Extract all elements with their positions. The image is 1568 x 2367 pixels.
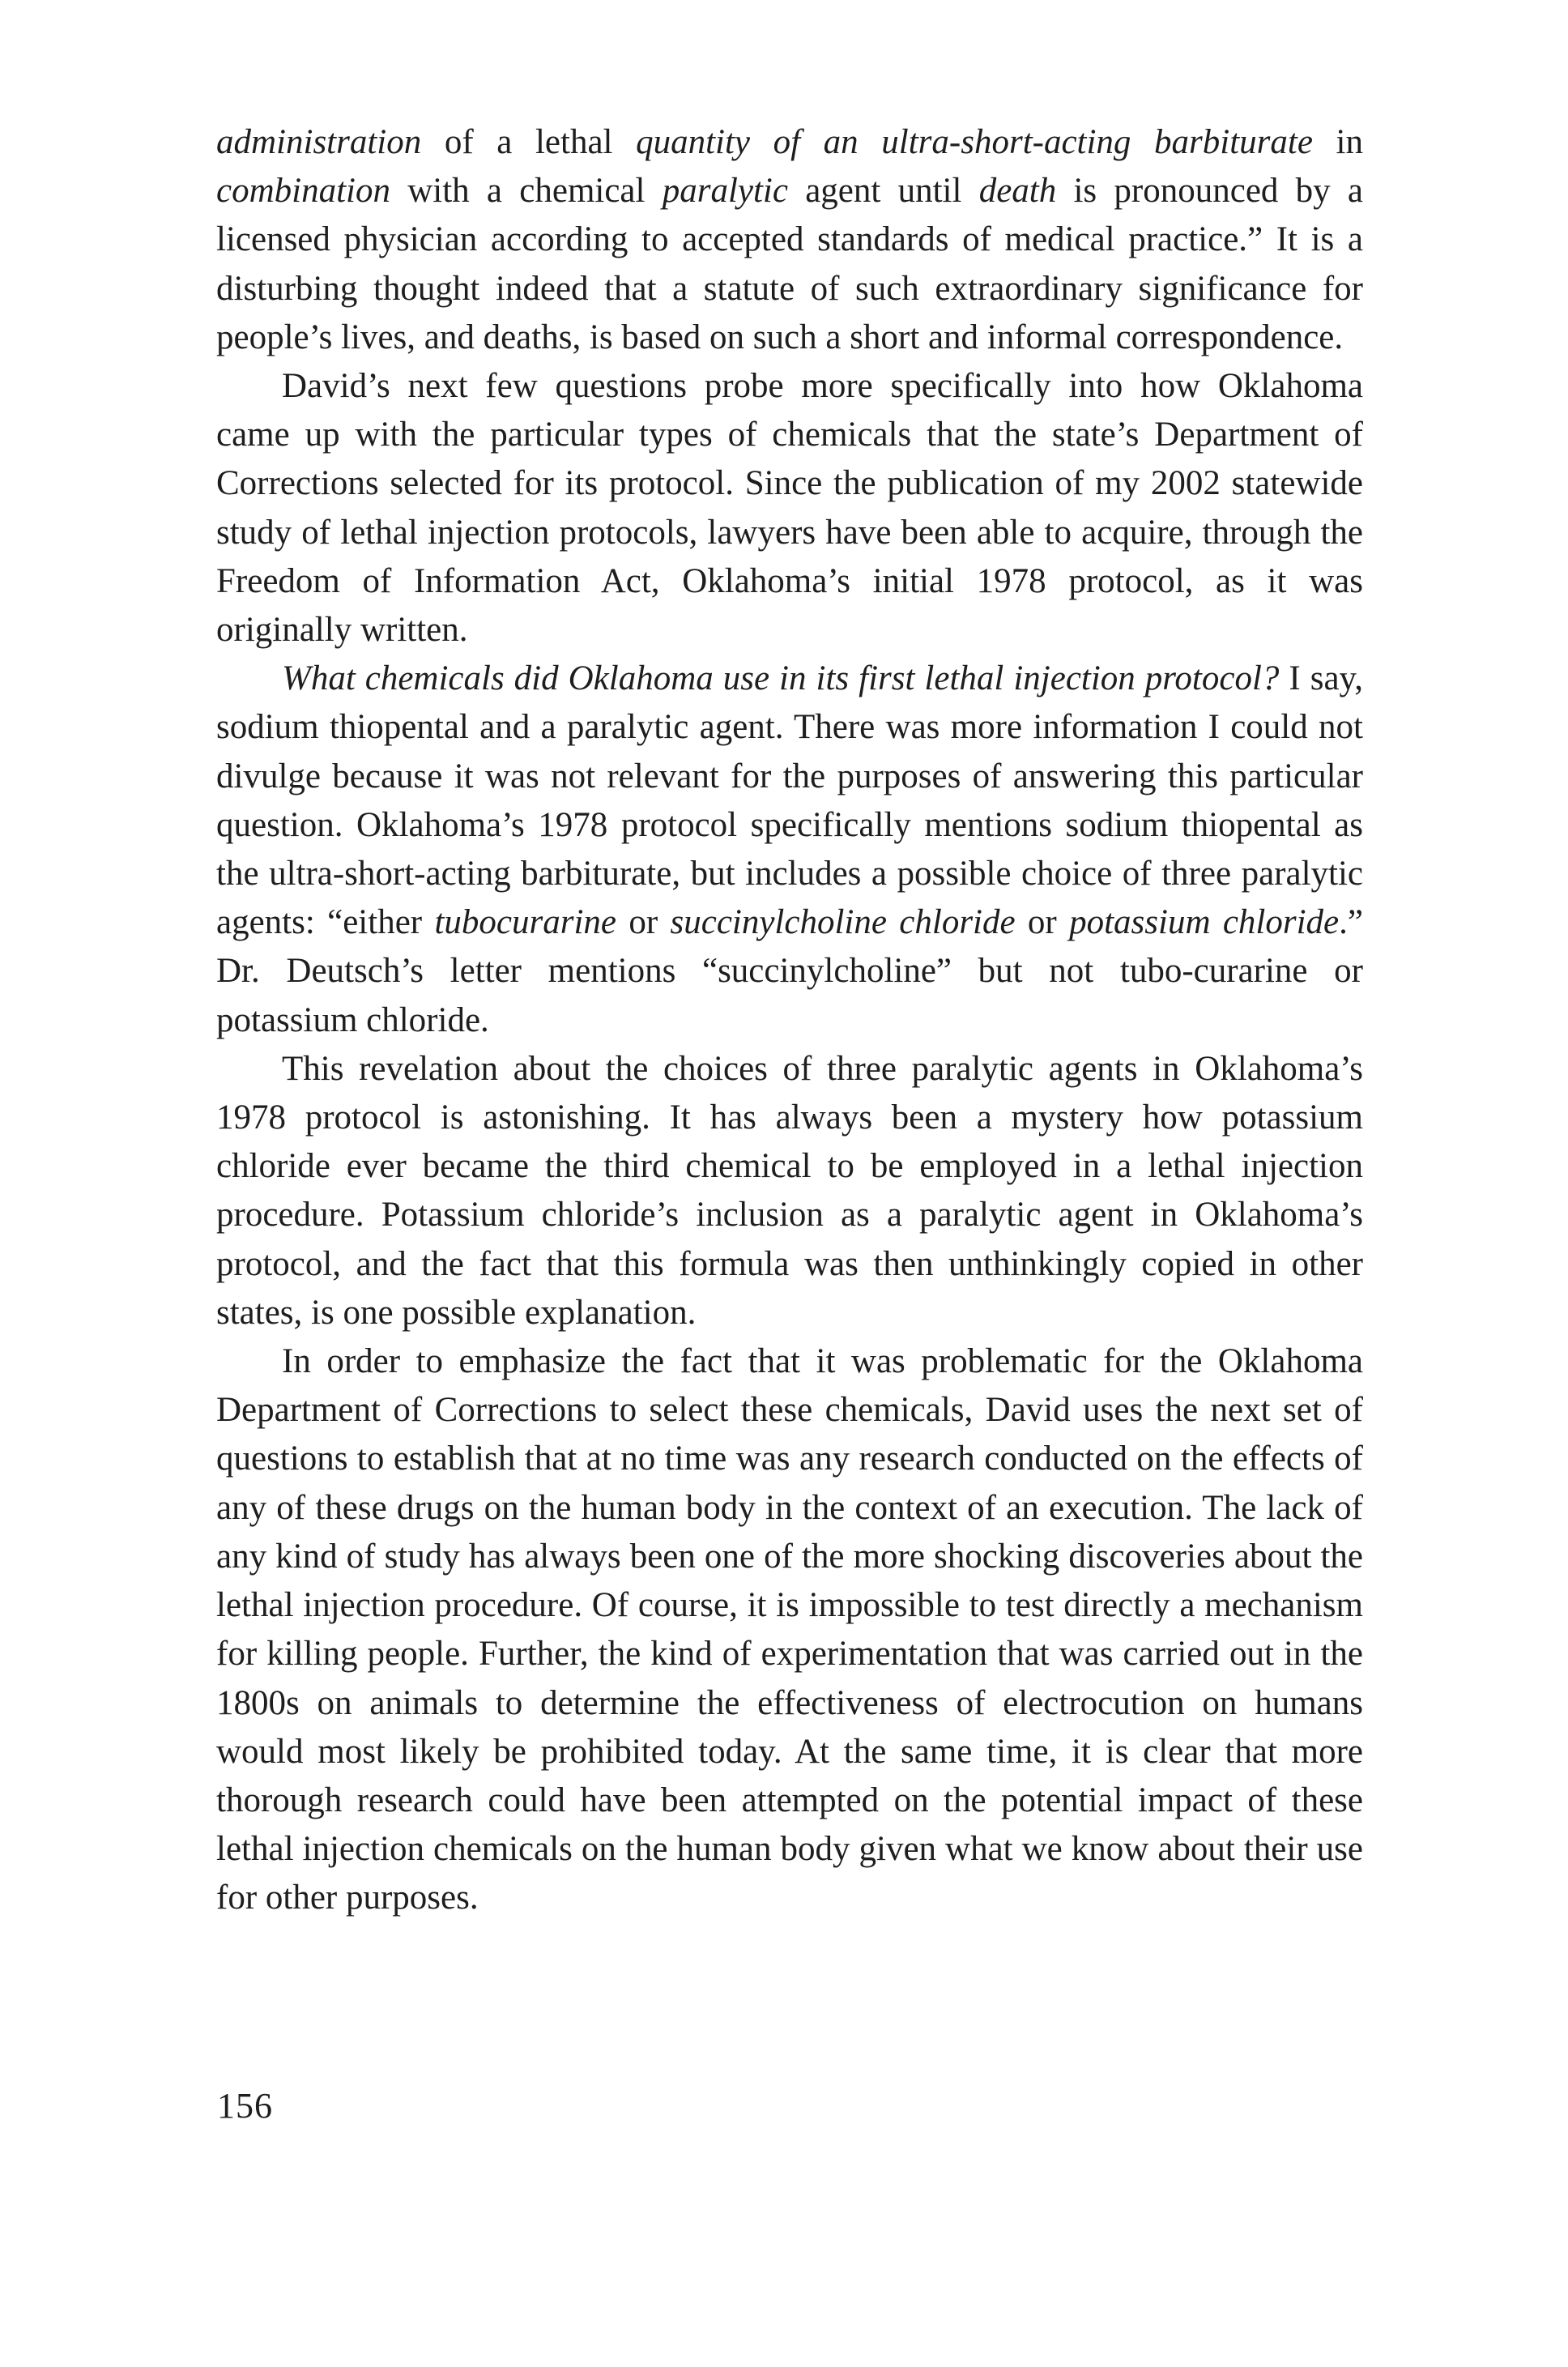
text-run: with a chemical (390, 172, 663, 211)
text-run: or (616, 903, 671, 942)
text-run: in (1312, 123, 1363, 161)
text-run: agent until (787, 172, 979, 211)
page-number: 156 (217, 2086, 273, 2126)
paragraph (216, 1045, 1363, 1337)
paragraph (216, 118, 1363, 362)
italic-text: quantity of an ultra-short-acting barbiturate (636, 123, 1313, 161)
text-run: or (1015, 903, 1070, 942)
italic-text: combination (216, 172, 390, 211)
italic-text: succinylcholine chloride (670, 903, 1016, 942)
text-run: of a lethal (421, 123, 637, 161)
text-run: In order to emphasize the fact that it was problematic for the Oklahoma Department of Corrections to select these chemicals, David uses the next set of questions to establish that at no time was any research conducted on the effects of any of these drugs on the human body in the context of an execution. The lack of any kind of study has always been one of the more shocking discoveries about the lethal injection procedure. Of course, it is impossible to test directly a mechanism for killing people. Further, the kind of experimentation that was carried out in the 1800s on animals to determine the effectiveness of electrocution on humans would most likely be prohibited today. At the same time, it is clear that more thorough research could have been attempted on the potential impact of these lethal injection chemicals on the human body given what we know about their use for other purposes. (216, 1342, 1363, 1917)
italic-text: paralytic (662, 172, 788, 211)
italic-text: tubocurarine (434, 903, 616, 942)
text-run: I say, sodium thiopental and a paralytic agent. There was more information I could not divulge because it was not relevant for the purposes of answering this particular question. Oklahoma’s 1978 protocol specifically mentions sodium thiopental as the ultra-short-acting barbiturate, but includes a possible choice of three paralytic agents: “either (216, 659, 1363, 942)
body-text (216, 118, 1363, 1923)
text-run: is pronounced by a licensed physician according to accepted standards of medical practice.” It is a disturbing thought indeed that a statute of such extraordinary significance for people’s lives, and deaths, is based on such a short and informal correspondence. (216, 172, 1363, 356)
text-run: This revelation about the choices of three paralytic agents in Oklahoma’s 1978 protocol is astonishing. It has always been a mystery how potassium chloride ever became the third chemical to be employed in a lethal injection procedure. Potassium chloride’s inclusion as a paralytic agent in Oklahoma’s protocol, and the fact that this formula was then unthinkingly copied in other states, is one possible explanation. (216, 1049, 1363, 1332)
text-run: .” Dr. Deutsch’s letter mentions “succinylcholine” but not tubo-curarine or potassium chloride. (216, 903, 1363, 1039)
italic-text: administration (216, 123, 422, 161)
paragraph (216, 362, 1363, 655)
italic-text: death (978, 172, 1057, 211)
paragraph (216, 655, 1363, 1045)
italic-text: What chemicals did Oklahoma use in its first lethal injection protocol? (282, 659, 1280, 698)
text-run: David’s next few questions probe more specifically into how Oklahoma came up with the particular types of chemicals that the state’s Department of Corrections selected for its protocol. Since the publication of my 2002 statewide study of lethal injection protocols, lawyers have been able to acquire, through the Freedom of Information Act, Oklahoma’s initial 1978 protocol, as it was originally written. (216, 367, 1363, 650)
paragraph (216, 1337, 1363, 1922)
italic-text: potassium chloride (1069, 903, 1340, 942)
